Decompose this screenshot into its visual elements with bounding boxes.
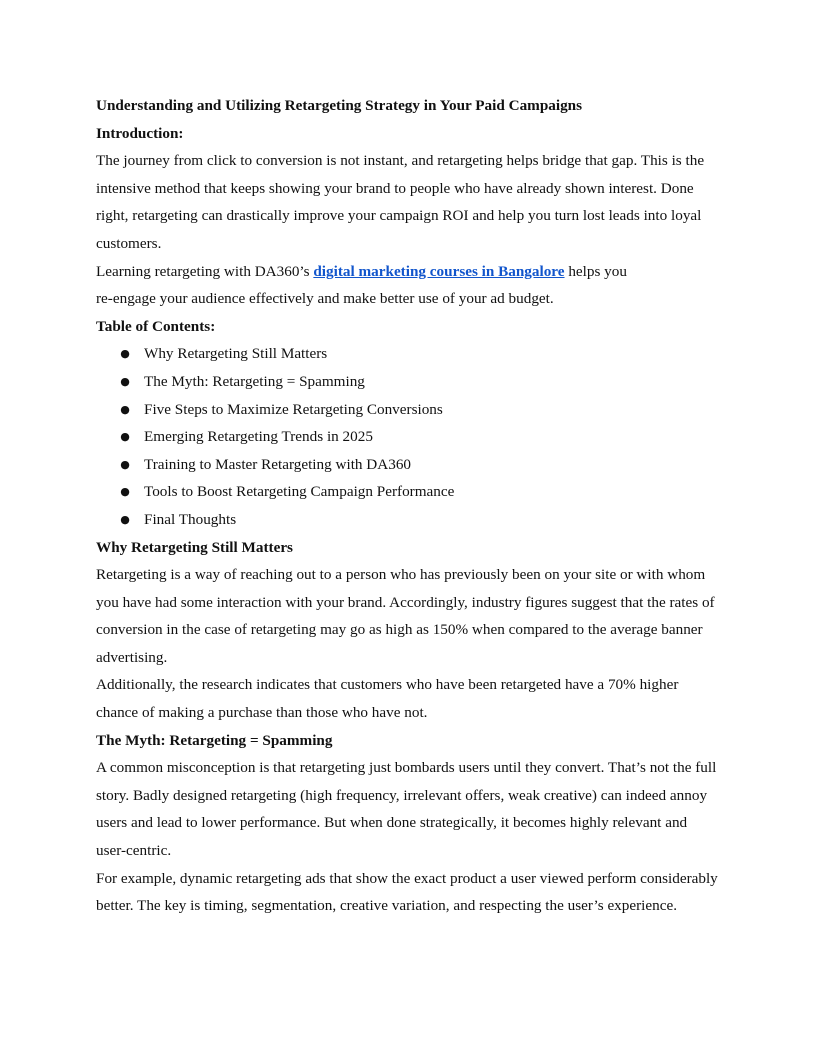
toc-item-label: Why Retargeting Still Matters [144,345,328,363]
toc-item-label: The Myth: Retargeting = Spamming [144,372,365,390]
toc-item [96,506,720,534]
bullet-icon: ● [120,402,130,416]
intro-paragraph-2 [96,258,720,313]
toc-item-label: Training to Master Retargeting with DA360 [144,455,412,473]
document-title: Understanding and Utilizing Retargeting Strategy in Your Paid Campaigns [96,97,583,114]
intro-p2-text-before: Learning retargeting with DA360’s [96,262,314,280]
why-paragraph-2: Additionally, the research indicates that customers who have been retargeted have a 70% higher chance of making a purchase than those who have not. [96,676,679,722]
toc-item [96,423,720,451]
toc-item-label: Emerging Retargeting Trends in 2025 [144,428,373,446]
toc-item [96,340,720,368]
why-heading: Why Retargeting Still Matters [96,538,293,556]
intro-heading: Introduction: [96,124,184,142]
toc-item [96,368,720,396]
bullet-icon: ● [120,374,130,388]
bullet-icon: ● [120,457,130,471]
intro-paragraph-1: The journey from click to conversion is not instant, and retargeting helps bridge that gap. This is the intensive method that keeps showing your brand to people who have already shown interest. Done right, retargeting can drastically improve your campaign ROI and help you turn lost leads into loyal customers. [96,152,705,252]
toc-item [96,396,720,424]
toc-item [96,478,720,506]
toc-item [96,451,720,479]
bullet-icon: ● [120,430,130,444]
courses-link[interactable]: digital marketing courses in Bangalore [313,262,565,280]
myth-paragraph-1: A common misconception is that retargeting just bombards users until they convert. That’s not the full story. Badly designed retargeting (high frequency, irrelevant offers, weak creative) can indeed annoy users and lead to lower performance. But when done strategically, it becomes highly relevant and user-centric. [96,759,717,860]
bullet-icon: ● [120,512,130,526]
intro-p2-text-after-2: re-engage your audience effectively and make better use of your ad budget. [96,290,554,308]
toc-item-label: Five Steps to Maximize Retargeting Conversions [144,400,443,418]
myth-paragraph-2: For example, dynamic retargeting ads that show the exact product a user viewed perform considerably better. The key is timing, segmentation, creative variation, and respecting the user’s experience. [96,869,718,915]
document-page [96,92,720,920]
myth-heading: The Myth: Retargeting = Spamming [96,731,333,749]
toc-item-label: Final Thoughts [144,510,237,528]
bullet-icon: ● [120,347,130,361]
toc-list [96,340,720,533]
intro-p2-text-after: helps you [564,262,627,280]
toc-heading: Table of Contents: [96,317,216,335]
bullet-icon: ● [120,485,130,499]
why-paragraph-1: Retargeting is a way of reaching out to a person who has previously been on your site or with whom you have had some interaction with your brand. Accordingly, industry figures suggest that the rates of conversion in the case of retargeting may go as high as 150% when compared to the average banner advertising. [96,566,715,666]
toc-item-label: Tools to Boost Retargeting Campaign Performance [144,483,455,501]
